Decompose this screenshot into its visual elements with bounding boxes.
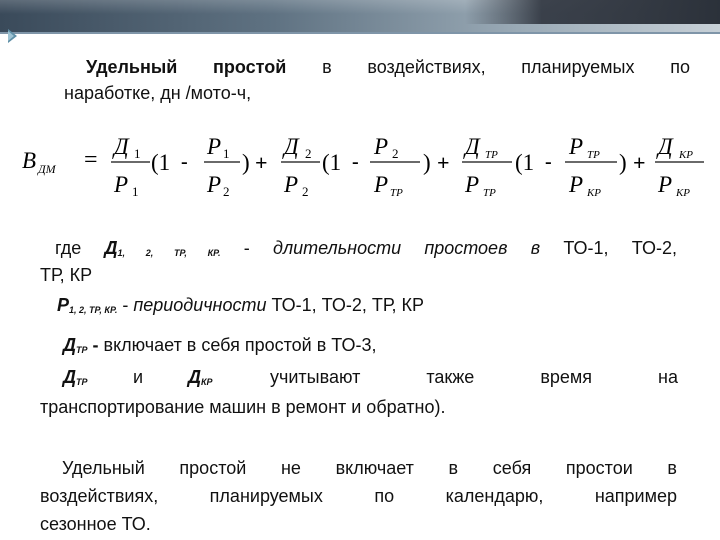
frac1-den: Р xyxy=(114,172,129,197)
frac6-den: Р xyxy=(569,172,584,197)
def2-symbol: Р xyxy=(57,295,70,315)
def1-lead: где xyxy=(55,238,105,258)
frac1-den-sub: 1 xyxy=(132,184,139,199)
def4-symbol2-wrap xyxy=(188,365,213,395)
def4-line1 xyxy=(63,365,678,390)
frac1-num-sub: 1 xyxy=(134,146,141,161)
def1-symbol: Д xyxy=(104,238,118,258)
term-bold: Удельный простой xyxy=(86,57,287,77)
formula-plus-3: + xyxy=(633,150,646,175)
paragraph2-line2: воздействиях, планируемых по календарю, например xyxy=(40,486,677,506)
def1-dash: - xyxy=(220,238,274,258)
def1-symbol-sub: 1, 2, ТР, КР. xyxy=(117,248,221,258)
formula-close-1: ) xyxy=(242,150,250,175)
frac7-num-sub: КР xyxy=(679,149,694,161)
paragraph2-line1: Удельный простой не включает в себя простои в xyxy=(62,458,677,478)
formula-close-3: ) xyxy=(619,150,627,175)
def4-symbol1-sub: ТР xyxy=(76,377,88,387)
frac1-num: Д xyxy=(114,134,129,159)
frac7-den-sub: КР xyxy=(676,187,691,199)
paragraph1-line1 xyxy=(86,55,690,80)
def3-rest: включает в себя простой в ТО-3, xyxy=(103,335,377,355)
def4-line2: транспортирование машин в ремонт и обратно). xyxy=(40,397,446,417)
frac2-num: Р xyxy=(207,134,222,159)
frac6-num-sub: ТР xyxy=(587,149,600,161)
title-bar-dark-gradient xyxy=(465,0,720,24)
formula-equals: = xyxy=(84,147,98,173)
slide-marker-icon-inner xyxy=(8,31,14,41)
frac7-num: Д xyxy=(658,134,673,159)
def2-italic: периодичности xyxy=(133,295,267,315)
def4-symbol1-wrap xyxy=(63,365,88,395)
def3-line xyxy=(63,333,683,363)
formula xyxy=(18,118,708,208)
frac4-den: Р xyxy=(374,172,389,197)
def2-line xyxy=(57,293,677,323)
def3-dash: - xyxy=(87,335,104,355)
def4-and: и xyxy=(133,367,144,387)
frac5-num-sub: ТР xyxy=(485,149,498,161)
formula-open-3: (1 xyxy=(515,150,535,175)
frac2-den-sub: 2 xyxy=(223,184,230,199)
frac2-num-sub: 1 xyxy=(223,146,230,161)
title-bar-decoration xyxy=(0,0,720,32)
def3-symbol: Д xyxy=(63,335,76,355)
formula-minus-1: - xyxy=(181,151,188,173)
frac3-num: Д xyxy=(284,134,299,159)
frac6-den-sub: КР xyxy=(587,187,602,199)
frac4-num: Р xyxy=(374,134,389,159)
frac5-den-sub: ТР xyxy=(483,187,496,199)
def1-italic: длительности простоев в xyxy=(273,238,541,258)
paragraph2-line3: сезонное ТО. xyxy=(40,514,151,534)
def2-rest: ТО-1, ТО-2, ТР, КР xyxy=(266,295,424,315)
formula-open-2: (1 xyxy=(322,150,342,175)
def4-rest: учитывают также время на xyxy=(270,367,678,387)
frac3-den-sub: 2 xyxy=(302,184,309,199)
def1-line2: ТР, КР xyxy=(40,265,93,285)
frac3-den: Р xyxy=(284,172,299,197)
formula-close-2: ) xyxy=(423,150,431,175)
frac2-den: Р xyxy=(207,172,222,197)
frac5-den: Р xyxy=(465,172,480,197)
paragraph1-line2: наработке, дн /мото-ч, xyxy=(64,83,252,103)
def1-rest: ТО-1, ТО-2, xyxy=(540,238,677,258)
frac7-den: Р xyxy=(658,172,673,197)
def4-symbol2-sub: КР xyxy=(201,377,213,387)
formula-open-1: (1 xyxy=(151,150,171,175)
def2-dash: - xyxy=(117,295,134,315)
def2-symbol-sub: 1, 2, ТР, КР. xyxy=(69,305,118,315)
formula-lhs-sub: ДМ xyxy=(38,162,56,176)
def3-symbol-sub: ТР xyxy=(76,345,88,355)
frac6-num: Р xyxy=(569,134,584,159)
def4-symbol2: Д xyxy=(188,367,201,387)
formula-lhs: В xyxy=(22,148,37,173)
frac5-num: Д xyxy=(465,134,480,159)
formula-plus-1: + xyxy=(255,150,268,175)
def4-symbol1: Д xyxy=(63,367,76,387)
frac3-num-sub: 2 xyxy=(305,146,312,161)
frac4-den-sub: ТР xyxy=(390,187,403,199)
title-bar-underline xyxy=(0,32,720,34)
formula-minus-2: - xyxy=(352,151,359,173)
formula-minus-3: - xyxy=(545,151,552,173)
paragraph1-line1-rest: в воздействиях, планируемых по xyxy=(286,57,690,77)
formula-plus-2: + xyxy=(437,150,450,175)
frac4-num-sub: 2 xyxy=(392,146,399,161)
def1-line1 xyxy=(55,236,677,266)
